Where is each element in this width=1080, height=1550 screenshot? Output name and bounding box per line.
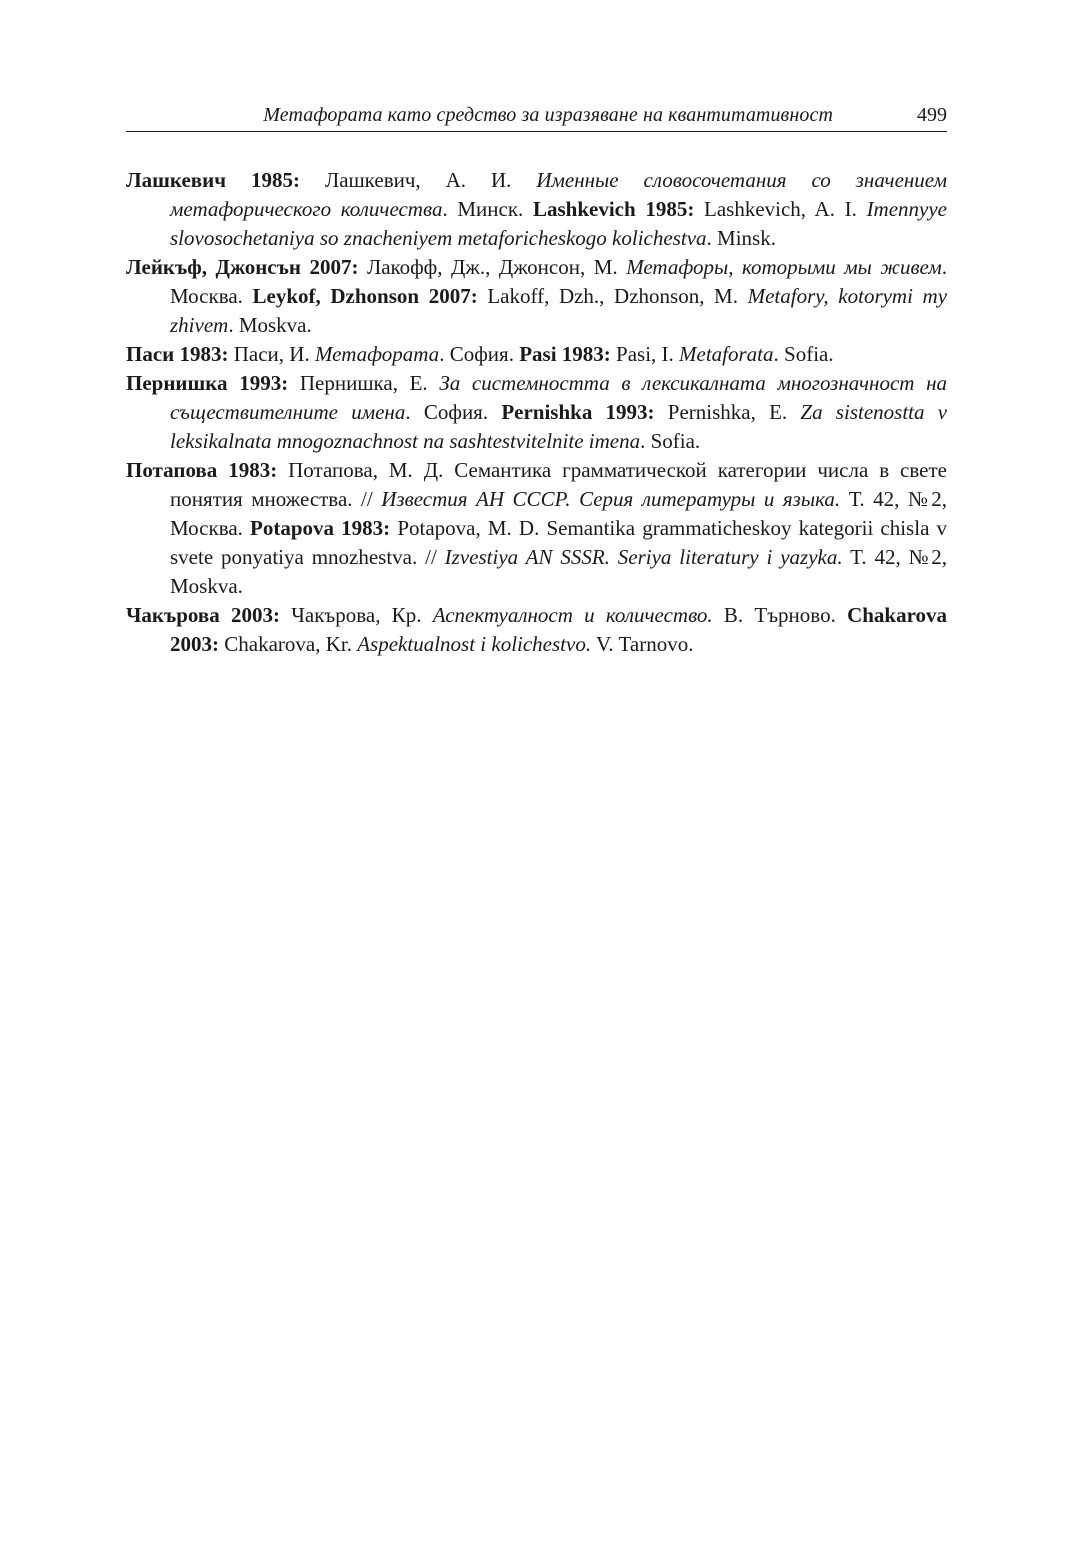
running-title: Метафората като средство за изразяване на квантитативност [263, 104, 833, 126]
reference-entry [126, 601, 947, 659]
reference-entry [126, 166, 947, 253]
reference-author-names-cyrillic: Паси, И. [233, 342, 310, 366]
reference-author-latin: Leykof, Dzhonson 2007: [252, 284, 478, 308]
reference-author-names-latin: Potapova, M. D. Semantika grammaticheskoy kategorii chisla v svete ponyatiya mnozhestva. // [170, 516, 948, 569]
reference-author-names-latin: Lakoff, Dzh., Dzhonson, M. [487, 284, 738, 308]
reference-author-latin: Potapova 1983: [250, 516, 391, 540]
reference-title-cyrillic: За системността в лексикалната многозначност на съществителните имена [170, 371, 948, 424]
reference-author-cyrillic: Лашкевич 1985: [126, 168, 300, 192]
reference-title-latin: Za sistenostta v leksikalnata mnogoznachnost na sashtestvitelnite imena [170, 400, 948, 453]
reference-author-cyrillic: Пернишка 1993: [126, 371, 289, 395]
reference-place-latin: . Sofia. [773, 342, 834, 366]
reference-author-cyrillic: Потапова 1983: [126, 458, 278, 482]
reference-author-names-cyrillic: Лашкевич, А. И. [324, 168, 512, 192]
reference-title-latin: Metafory, kotorymi my zhivem [170, 284, 948, 337]
reference-place-latin: V. Tarnovo. [595, 632, 694, 656]
reference-entry [126, 456, 947, 601]
reference-author-cyrillic: Лейкъф, Джонсън 2007: [126, 255, 359, 279]
reference-place-cyrillic: Т. 42, №2, Москва. [170, 487, 948, 540]
reference-place-latin: . Sofia. [640, 429, 701, 453]
reference-title-latin: Imennyye slovosochetaniya so znacheniyem metaforicheskogo kolichestva [170, 197, 948, 250]
reference-place-cyrillic: . Москва. [170, 255, 948, 308]
reference-author-latin: Chakarova 2003: [170, 603, 948, 656]
reference-author-cyrillic: Чакърова 2003: [126, 603, 280, 627]
reference-place-latin: . Moskva. [228, 313, 312, 337]
reference-author-names-latin: Pasi, I. [616, 342, 674, 366]
reference-entry [126, 340, 947, 369]
reference-place-cyrillic: . София. [439, 342, 514, 366]
reference-author-names-cyrillic: Чакърова, Кр. [291, 603, 422, 627]
reference-author-cyrillic: Паси 1983: [126, 342, 229, 366]
reference-author-names-cyrillic: Потапова, М. Д. Семантика грамматической категории числа в свете понятия множества. // [170, 458, 947, 511]
reference-author-latin: Pernishka 1993: [501, 400, 655, 424]
reference-author-names-latin: Lashkevich, A. I. [704, 197, 857, 221]
reference-author-names-latin: Chakarova, Kr. [224, 632, 352, 656]
reference-author-names-latin: Pernishka, E. [667, 400, 788, 424]
running-header [126, 100, 947, 132]
reference-title-latin: Metaforata [679, 342, 774, 366]
page-number: 499 [917, 104, 947, 126]
reference-title-cyrillic: Именные словосочетания со значением метафорического количества [170, 168, 948, 221]
reference-author-latin: Pasi 1983: [519, 342, 611, 366]
reference-list [126, 166, 947, 659]
reference-place-latin: T. 42, №2, Moskva. [170, 545, 948, 598]
reference-place-latin: . Minsk. [706, 226, 776, 250]
reference-title-cyrillic: Известия АН СССР. Серия литературы и языка. [381, 487, 841, 511]
reference-title-cyrillic: Метафората [314, 342, 440, 366]
reference-author-latin: Lashkevich 1985: [532, 197, 695, 221]
reference-entry [126, 253, 947, 340]
reference-author-names-cyrillic: Пернишка, Е. [299, 371, 428, 395]
reference-title-cyrillic: Метафоры, которыми мы живем [626, 255, 942, 279]
reference-place-cyrillic: В. Търново. [723, 603, 836, 627]
reference-title-latin: Izvestiya AN SSSR. Seriya literatury i yazyka. [444, 545, 843, 569]
reference-entry [126, 369, 947, 456]
reference-title-cyrillic: Аспектуалност и количество. [432, 603, 713, 627]
reference-author-names-cyrillic: Лакофф, Дж., Джонсон, М. [366, 255, 618, 279]
reference-place-cyrillic: . София. [405, 400, 489, 424]
reference-place-cyrillic: . Минск. [442, 197, 524, 221]
reference-title-latin: Aspektualnost i kolichestvo. [357, 632, 592, 656]
